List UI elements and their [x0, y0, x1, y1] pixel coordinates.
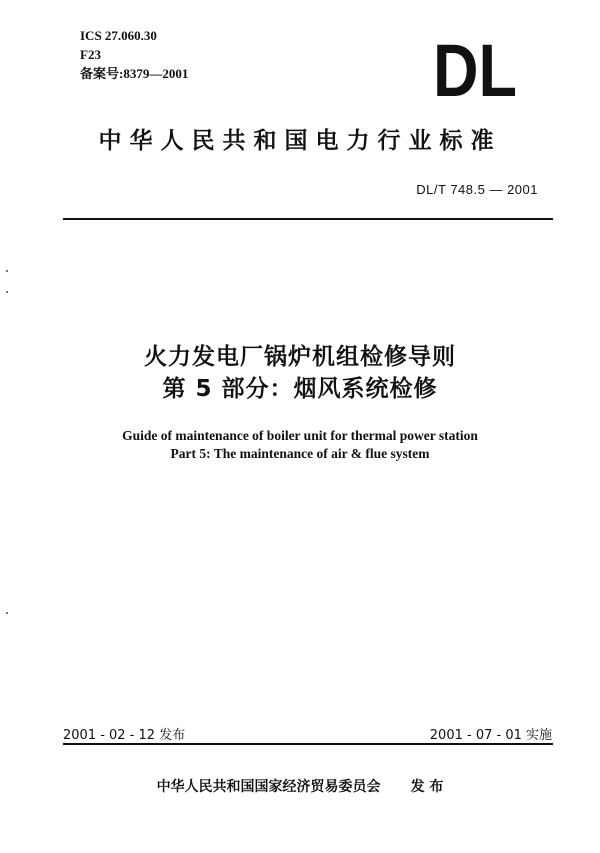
publish-date: 2001 - 02 - 12 发布 — [63, 728, 186, 743]
filing-number: 备案号:8379—2001 — [80, 66, 189, 81]
issuer-name: 中华人民共和国国家经济贸易委员会 — [156, 779, 381, 795]
scan-speck — [6, 291, 8, 293]
dl-logo-text: DL — [433, 29, 517, 112]
ics-code: ICS 27.060.30 — [80, 28, 157, 43]
document-metadata — [80, 26, 188, 83]
dl-logo — [432, 29, 518, 112]
standard-code: DL/T 748.5 — 2001 — [416, 182, 538, 197]
title-cn-line-2: 第 5 部分：烟风系统检修 — [162, 376, 438, 402]
issuer-line — [0, 776, 600, 796]
scan-speck — [6, 270, 8, 272]
title-en-line-2: Part 5: The maintenance of air & flue system — [170, 446, 430, 461]
title-en-line-1: Guide of maintenance of boiler unit for thermal power station — [122, 428, 478, 443]
title-cn-line-1: 火力发电厂锅炉机组检修导则 — [144, 344, 456, 370]
implement-date: 2001 - 07 - 01 实施 — [429, 728, 552, 743]
issuer-action: 发 布 — [410, 779, 444, 795]
scan-speck — [6, 612, 8, 614]
header-divider — [63, 218, 553, 220]
footer-divider — [63, 743, 553, 745]
standard-name: 中华人民共和国电力行业标准 — [98, 128, 502, 154]
ccs-code: F23 — [80, 47, 101, 62]
